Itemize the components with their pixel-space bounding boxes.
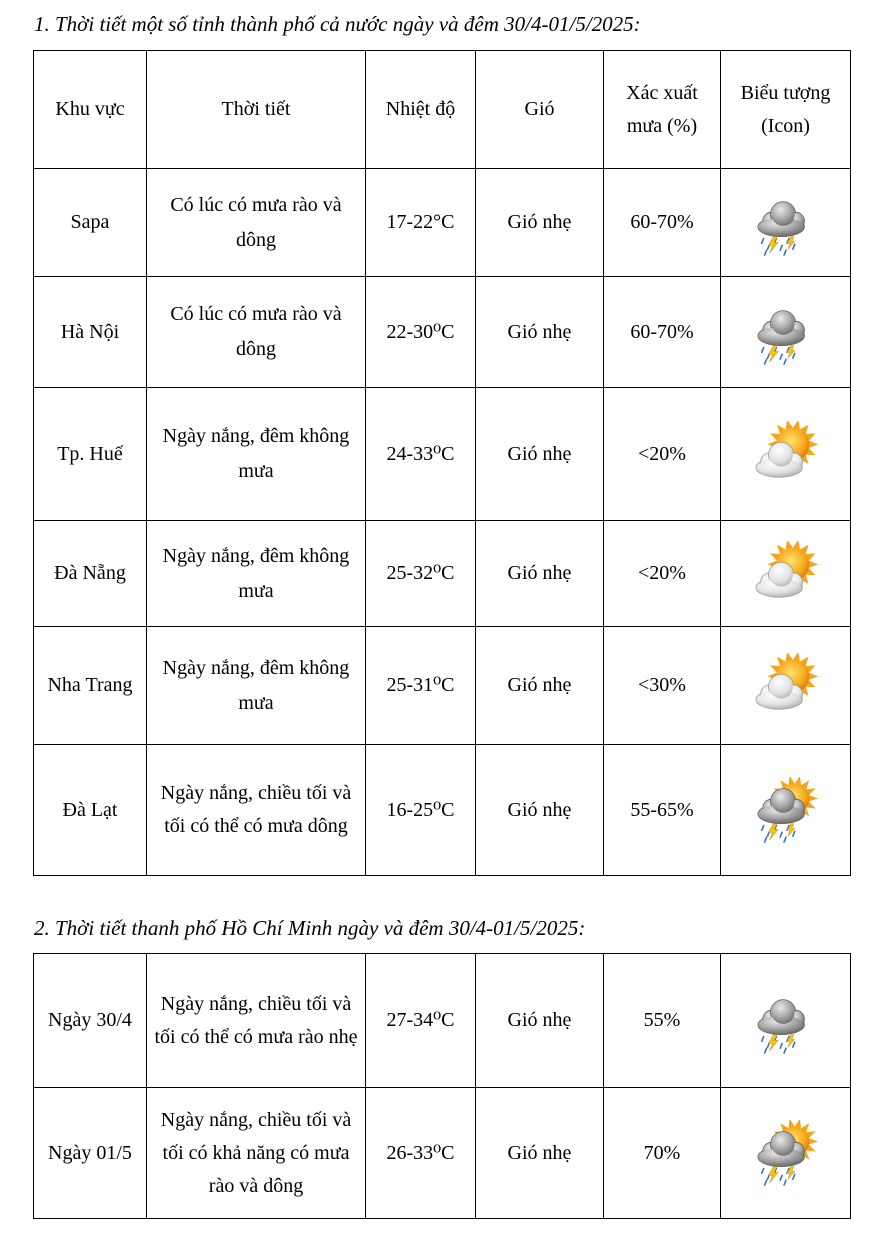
wind-cell: Gió nhẹ [476, 745, 604, 876]
weather-icon-cell [721, 745, 851, 876]
table-row [34, 388, 851, 521]
regional-weather-table [33, 50, 851, 876]
weather-icon-cell [721, 1088, 851, 1219]
weather-icon-cell [721, 277, 851, 388]
section-1-title: 1. Thời tiết một số tỉnh thành phố cả nước ngày và đêm 30/4-01/5/2025: [34, 12, 641, 36]
hcmc-weather-table [33, 953, 851, 1219]
table-row [34, 745, 851, 876]
weather-cell: Ngày nắng, chiều tối và tối có thể có mưa rào nhẹ [147, 954, 366, 1088]
cloud-rain-thunder-icon [752, 190, 820, 256]
temperature-cell: 22-30⁰C [366, 277, 476, 388]
sun-cloud-rain-thunder-icon [752, 777, 820, 843]
weather-cell: Ngày nắng, chiều tối và tối có thể có mưa dông [147, 745, 366, 876]
wind-cell: Gió nhẹ [476, 1088, 604, 1219]
header-wind: Gió [476, 51, 604, 169]
weather-icon-cell [721, 954, 851, 1088]
area-cell: Ngày 01/5 [34, 1088, 147, 1219]
area-cell: Ngày 30/4 [34, 954, 147, 1088]
area-cell: Sapa [34, 169, 147, 277]
area-cell: Nha Trang [34, 627, 147, 745]
header-weather: Thời tiết [147, 51, 366, 169]
temperature-cell: 24-33⁰C [366, 388, 476, 521]
wind-cell: Gió nhẹ [476, 277, 604, 388]
cloud-rain-thunder-icon [752, 988, 820, 1054]
rain-cell: 60-70% [604, 169, 721, 277]
weather-cell: Có lúc có mưa rào và dông [147, 169, 366, 277]
weather-cell: Ngày nắng, đêm không mưa [147, 388, 366, 521]
weather-icon-cell [721, 627, 851, 745]
header-icon: Biểu tượng (Icon) [721, 51, 851, 169]
weather-cell: Có lúc có mưa rào và dông [147, 277, 366, 388]
rain-cell: <30% [604, 627, 721, 745]
header-area: Khu vực [34, 51, 147, 169]
rain-cell: 55% [604, 954, 721, 1088]
section-2-title: 2. Thời tiết thanh phố Hồ Chí Minh ngày và đêm 30/4-01/5/2025: [34, 916, 586, 940]
weather-icon-cell [721, 388, 851, 521]
rain-cell: 70% [604, 1088, 721, 1219]
area-cell: Đà Lạt [34, 745, 147, 876]
wind-cell: Gió nhẹ [476, 954, 604, 1088]
wind-cell: Gió nhẹ [476, 388, 604, 521]
sun-cloud-icon [752, 653, 820, 719]
table-row [34, 1088, 851, 1219]
header-temperature: Nhiệt độ [366, 51, 476, 169]
wind-cell: Gió nhẹ [476, 627, 604, 745]
sun-cloud-rain-thunder-icon [752, 1120, 820, 1186]
sun-cloud-icon [752, 541, 820, 607]
rain-cell: <20% [604, 388, 721, 521]
table-row [34, 277, 851, 388]
weather-cell: Ngày nắng, chiều tối và tối có khả năng có mưa rào và dông [147, 1088, 366, 1219]
sun-cloud-icon [752, 421, 820, 487]
temperature-cell: 26-33⁰C [366, 1088, 476, 1219]
area-cell: Đà Nẵng [34, 521, 147, 627]
temperature-cell: 17-22°C [366, 169, 476, 277]
temperature-cell: 27-34⁰C [366, 954, 476, 1088]
rain-cell: 55-65% [604, 745, 721, 876]
weather-cell: Ngày nắng, đêm không mưa [147, 627, 366, 745]
wind-cell: Gió nhẹ [476, 169, 604, 277]
table-row [34, 954, 851, 1088]
area-cell: Tp. Huế [34, 388, 147, 521]
temperature-cell: 16-25⁰C [366, 745, 476, 876]
weather-icon-cell [721, 521, 851, 627]
rain-cell: 60-70% [604, 277, 721, 388]
table-row [34, 169, 851, 277]
area-cell: Hà Nội [34, 277, 147, 388]
weather-icon-cell [721, 169, 851, 277]
temperature-cell: 25-32⁰C [366, 521, 476, 627]
table-header-row [34, 51, 851, 169]
temperature-cell: 25-31⁰C [366, 627, 476, 745]
weather-cell: Ngày nắng, đêm không mưa [147, 521, 366, 627]
table-row [34, 521, 851, 627]
wind-cell: Gió nhẹ [476, 521, 604, 627]
rain-cell: <20% [604, 521, 721, 627]
header-rain-probability: Xác xuất mưa (%) [604, 51, 721, 169]
cloud-rain-thunder-icon [752, 299, 820, 365]
table-row [34, 627, 851, 745]
